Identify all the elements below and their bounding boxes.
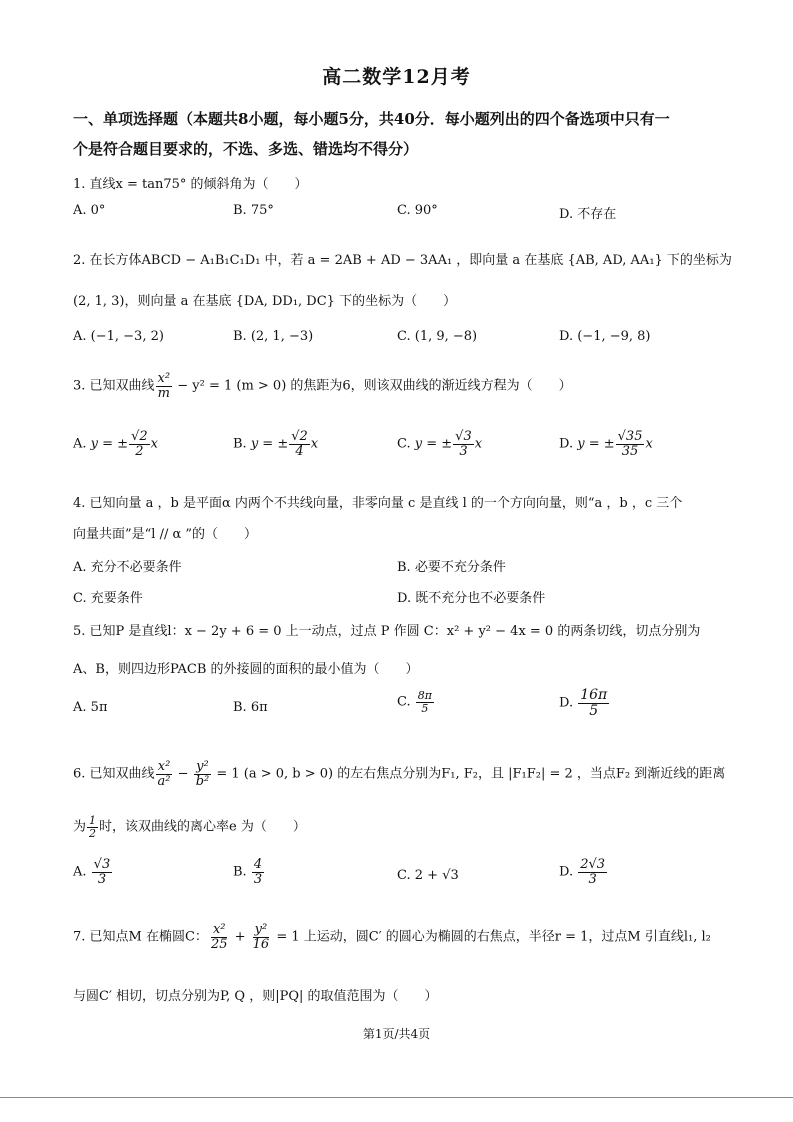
section-heading-line1: 一、单项选择题（本题共8小题，每小题5分，共40分．每小题列出的四个备选项中只有一 — [73, 110, 670, 128]
q1-option-b: B. 75° — [233, 203, 274, 218]
page-title: 高二数学12月考 — [322, 66, 471, 88]
q6-option-d: D. $\frac{2√3}{3}$ — [559, 857, 606, 887]
page-footer: 第1页/共4页 — [362, 1027, 431, 1041]
question-7-line2: 与圆C′ 相切，切点分别为P, Q ，则|PQ| 的取值范围为（ ） — [73, 989, 438, 1004]
question-5-line2: A、B，则四边形PACB 的外接圆的面积的最小值为（ ） — [73, 662, 419, 677]
question-4-line1: 4. 已知向量 a ，b 是平面α 内两个不共线向量，非零向量 c 是直线 l 的一个方向向量，则“a ，b ，c 三个 — [73, 496, 683, 511]
q2-option-c: C. (1, 9, −8) — [397, 329, 478, 344]
q3-option-a: A. y = ± $\frac{√2}{2}$ x — [73, 429, 158, 459]
section-heading-line2: 个是符合题目要求的，不选、多选、错选均不得分） — [73, 140, 419, 158]
q6-option-a: A. $\frac{√3}{3}$ — [73, 857, 111, 887]
question-1-stem: 1. 直线x = tan75° 的倾斜角为（ ） — [73, 177, 308, 192]
q6-option-b: B. $\frac{4}{3}$ — [233, 857, 263, 887]
question-7-line1: 7. 已知点M 在椭圆C： $\frac{\text{x²}}{25}$ + $\frac{\text{y²}}{16}$ = 1 上运动，圆C′ 的圆心为椭圆的右焦点，半径r = 1，过点M 引直线l₁, l₂ — [73, 922, 711, 952]
question-2-line2: (2, 1, 3)，则向量 a 在基底 {DA, DD₁, DC} 下的坐标为（ ） — [73, 294, 457, 309]
q5-option-a: A. 5π — [73, 700, 108, 715]
q5-option-b: B. 6π — [233, 700, 268, 715]
question-3-stem: 3. 已知双曲线 $\frac{\text{x²}}{m}$ − y² = 1 (m > 0) 的焦距为6，则该双曲线的渐近线方程为（ ） — [73, 371, 572, 401]
q4-option-c: C. 充要条件 — [73, 591, 143, 606]
q6-option-c: C. 2 + √3 — [397, 868, 459, 883]
bottom-divider — [0, 1097, 793, 1098]
question-5-line1: 5. 已知P 是直线l：x − 2y + 6 = 0 上一动点，过点 P 作圆 C：x² + y² − 4x = 0 的两条切线，切点分别为 — [73, 624, 701, 639]
q5-option-c: C. $\frac{8\pi}{5}$ — [397, 689, 432, 715]
q3-fraction: $\frac{\text{x²}}{m}$ — [157, 371, 171, 401]
q1-option-a: A. 0° — [73, 203, 106, 218]
question-4-line2: 向量共面”是“l // α ”的（ ） — [73, 527, 258, 542]
q3-option-d: D. y = ± $\frac{√35}{35}$ x — [559, 429, 653, 459]
q1-option-c: C. 90° — [397, 203, 438, 218]
q5-option-d: D. $\frac{16\pi}{5}$ — [559, 687, 608, 719]
q1-option-d: D. 不存在 — [559, 207, 617, 222]
q2-option-a: A. (−1, −3, 2) — [73, 329, 164, 344]
q2-option-b: B. (2, 1, −3) — [233, 329, 314, 344]
q4-option-a: A. 充分不必要条件 — [73, 560, 182, 575]
q3-option-c: C. y = ± $\frac{√3}{3}$ x — [397, 429, 483, 459]
q2-option-d: D. (−1, −9, 8) — [559, 329, 651, 344]
q4-option-d: D. 既不充分也不必要条件 — [397, 591, 546, 606]
question-2-line1: 2. 在长方体ABCD − A₁B₁C₁D₁ 中，若 a = 2AB + AD − 3AA₁ ，即向量 a 在基底 {AB, AD, AA₁} 下的坐标为 — [73, 253, 732, 268]
q3-option-b: B. y = ± $\frac{√2}{4}$ x — [233, 429, 319, 459]
question-6-line1: 6. 已知双曲线 $\frac{\text{x²}}{\text{a²}}$ − $\frac{\text{y²}}{\text{b²}}$ = 1 (a > 0, b > 0) 的左右焦点分别为F₁, F₂，且 |F₁F₂| = 2 ，当点F₂ 到渐近线的距离 — [73, 759, 726, 789]
q4-option-b: B. 必要不充分条件 — [397, 560, 506, 575]
question-6-line2: 为 $\frac{1}{2}$ 时，该双曲线的离心率e 为（ ） — [73, 814, 306, 840]
